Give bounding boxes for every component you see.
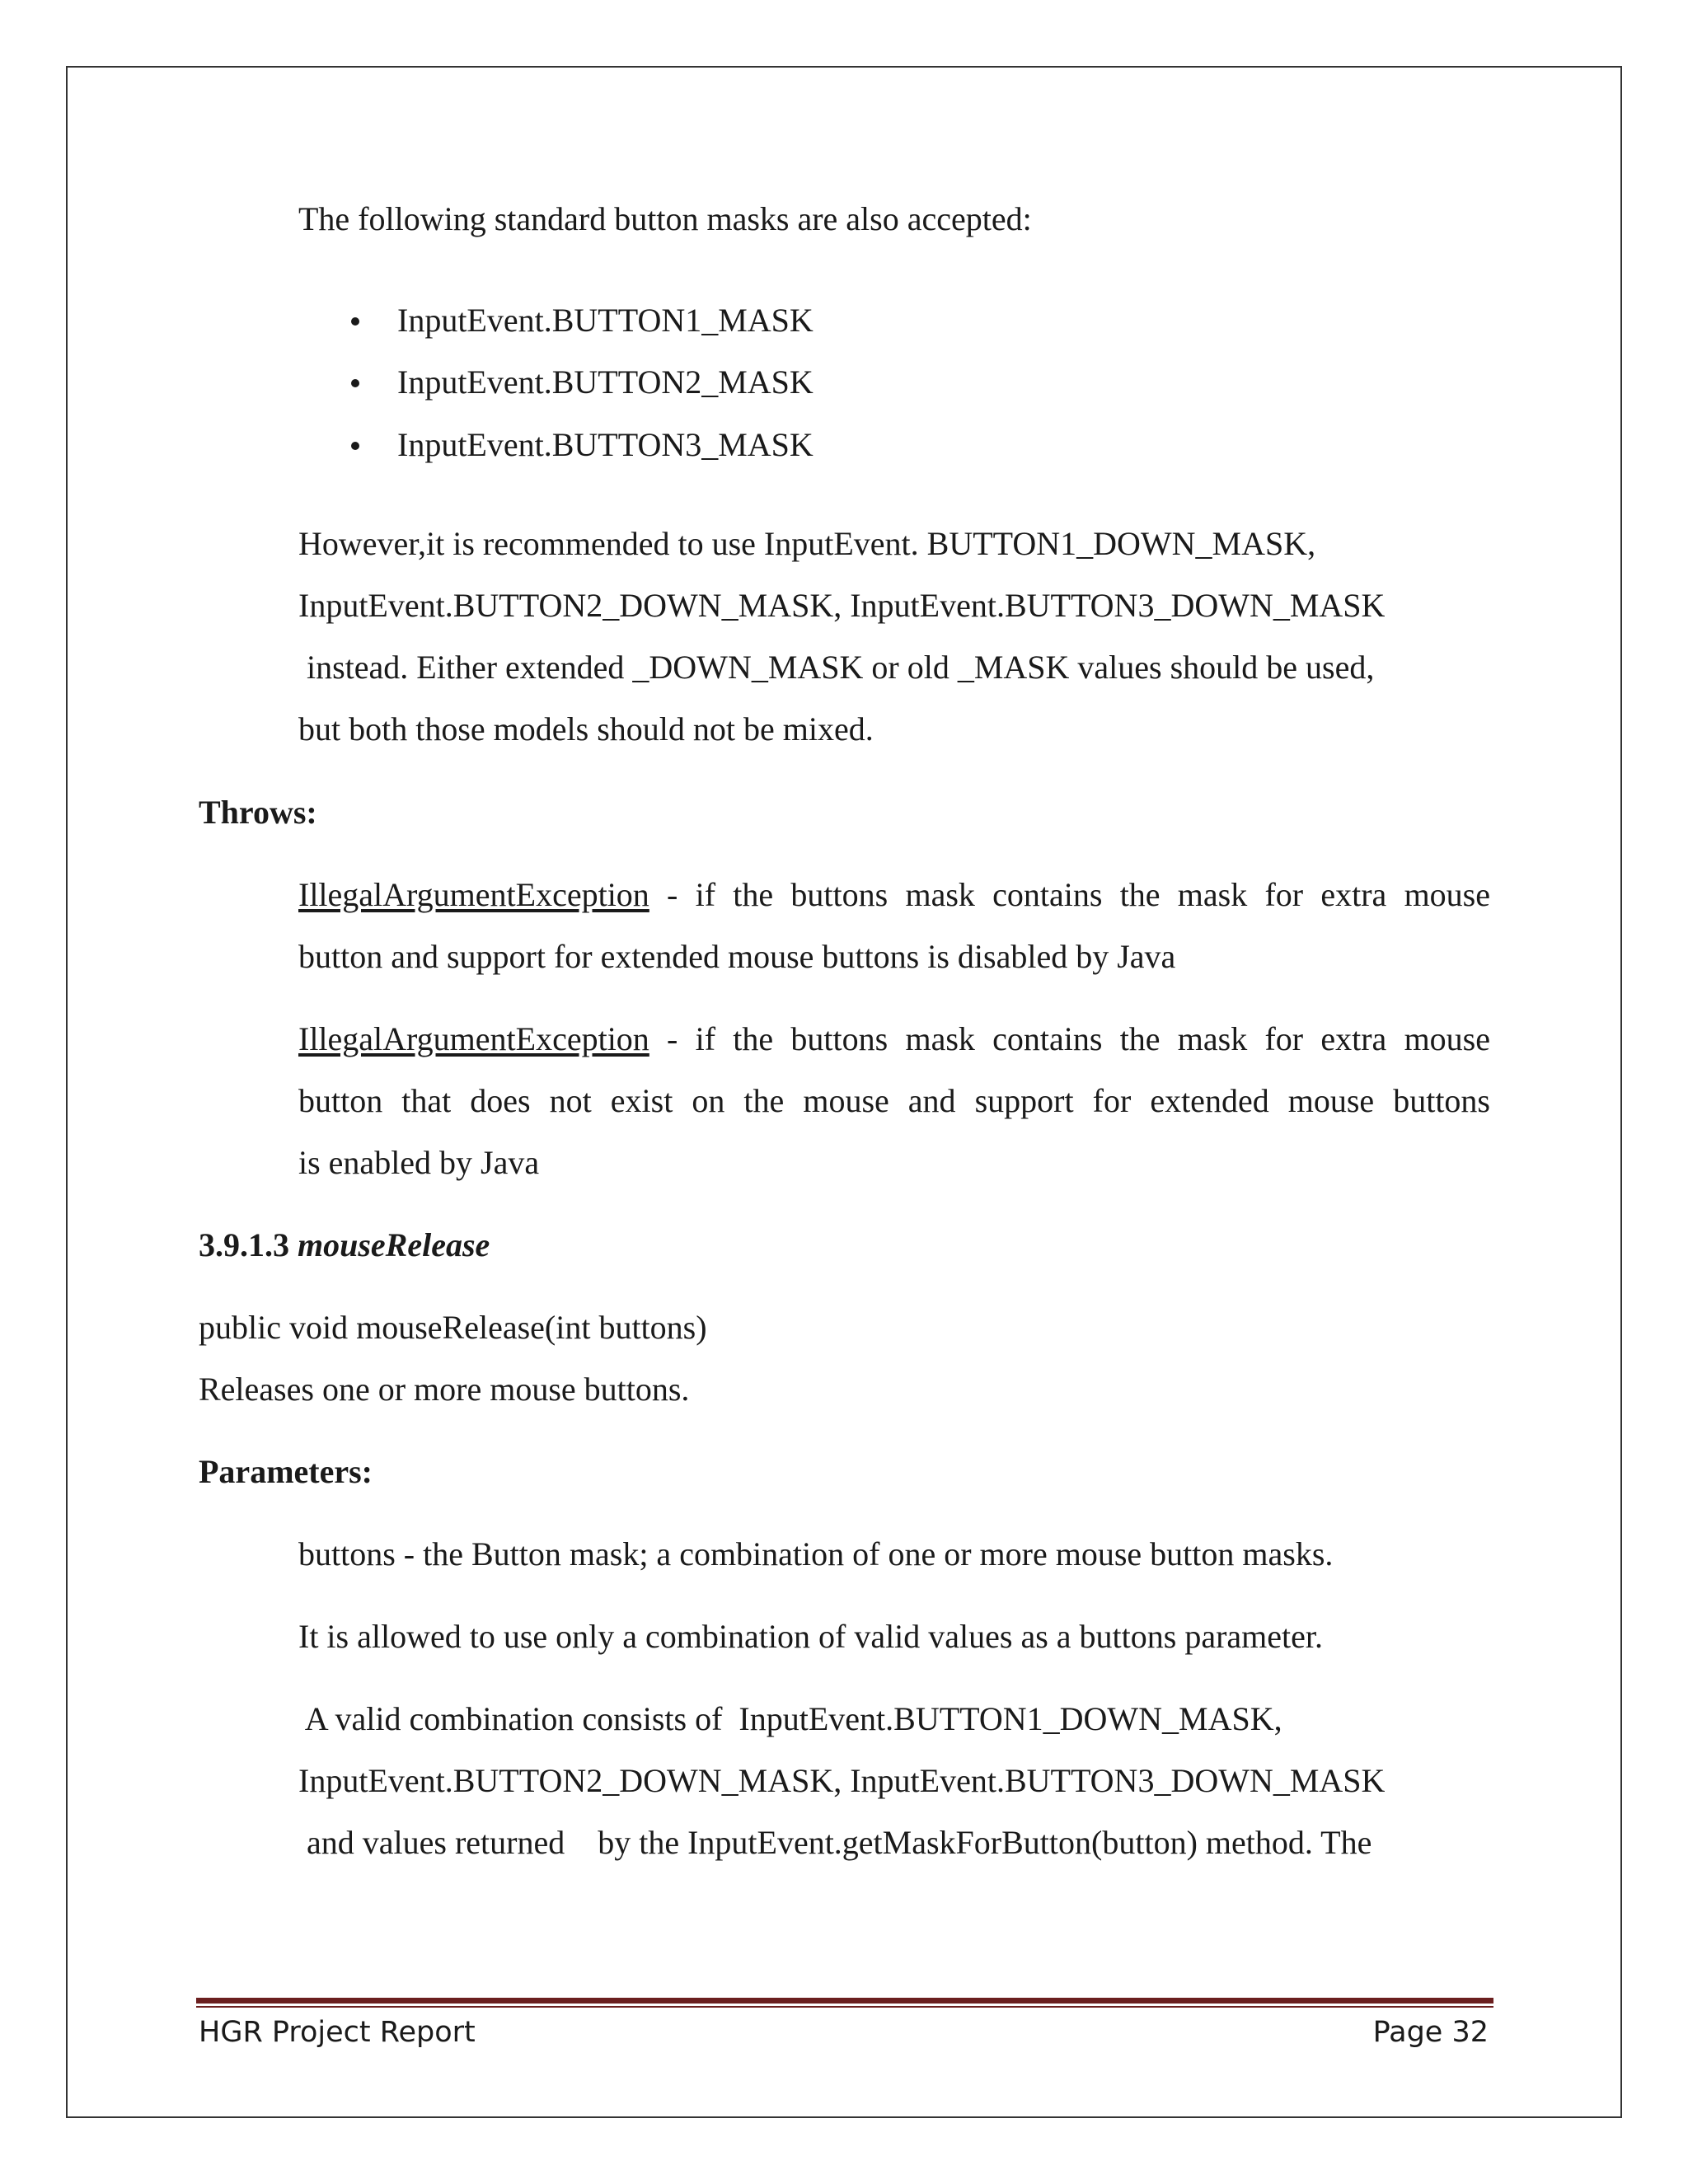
parameters-heading: Parameters: — [199, 1453, 373, 1490]
footer-rule-thin — [196, 2006, 1493, 2008]
method-description: Releases one or more mouse buttons. — [199, 1371, 690, 1408]
bullet-icon — [351, 317, 359, 326]
bullet-icon — [351, 442, 359, 450]
throws-first-line — [298, 875, 1490, 915]
paragraph-line: buttons - the Button mask; a combination of one or more mouse button masks. — [298, 1535, 1334, 1572]
intro-text: The following standard button masks are also accepted: — [298, 200, 1032, 237]
list-item: InputEvent.BUTTON1_MASK — [397, 302, 814, 339]
footer-rule — [196, 1998, 1493, 2004]
section-title: mouseRelease — [298, 1226, 490, 1263]
exception-link[interactable]: IllegalArgumentException — [298, 876, 649, 913]
paragraph-line: but both those models should not be mixed. — [298, 710, 874, 748]
throws-text: - if the buttons mask contains the mask for extra mouse — [649, 1020, 1490, 1057]
paragraph-line: InputEvent.BUTTON2_DOWN_MASK, InputEvent.BUTTON3_DOWN_MASK — [298, 587, 1386, 624]
paragraph-line: A valid combination consists of InputEvent.BUTTON1_DOWN_MASK, — [298, 1700, 1282, 1737]
section-number: 3.9.1.3 — [199, 1226, 298, 1263]
paragraph-line: is enabled by Java — [298, 1144, 540, 1181]
paragraph-line: It is allowed to use only a combination of valid values as a buttons parameter. — [298, 1618, 1324, 1655]
method-signature: public void mouseRelease(int buttons) — [199, 1309, 707, 1346]
list-item: InputEvent.BUTTON2_MASK — [397, 363, 814, 401]
paragraph-line: instead. Either extended _DOWN_MASK or old _MASK values should be used, — [298, 649, 1375, 686]
paragraph-line: button that does not exist on the mouse and support for extended mouse buttons — [298, 1082, 1490, 1119]
throws-first-line — [298, 1019, 1490, 1059]
list-item: InputEvent.BUTTON3_MASK — [397, 426, 814, 463]
bullet-icon — [351, 379, 359, 387]
paragraph-line: InputEvent.BUTTON2_DOWN_MASK, InputEvent.BUTTON3_DOWN_MASK — [298, 1762, 1386, 1799]
exception-link[interactable]: IllegalArgumentException — [298, 1020, 649, 1057]
footer-title: HGR Project Report — [199, 2016, 476, 2049]
throws-text: - if the buttons mask contains the mask for extra mouse — [649, 876, 1490, 913]
paragraph-line: However,it is recommended to use InputEvent. BUTTON1_DOWN_MASK, — [298, 525, 1316, 562]
paragraph-line: and values returned by the InputEvent.getMaskForButton(button) method. The — [298, 1824, 1372, 1861]
paragraph-line: button and support for extended mouse buttons is disabled by Java — [298, 938, 1176, 975]
throws-heading: Throws: — [199, 794, 317, 831]
page-number: Page 32 — [1372, 2016, 1489, 2049]
section-heading — [199, 1226, 490, 1265]
